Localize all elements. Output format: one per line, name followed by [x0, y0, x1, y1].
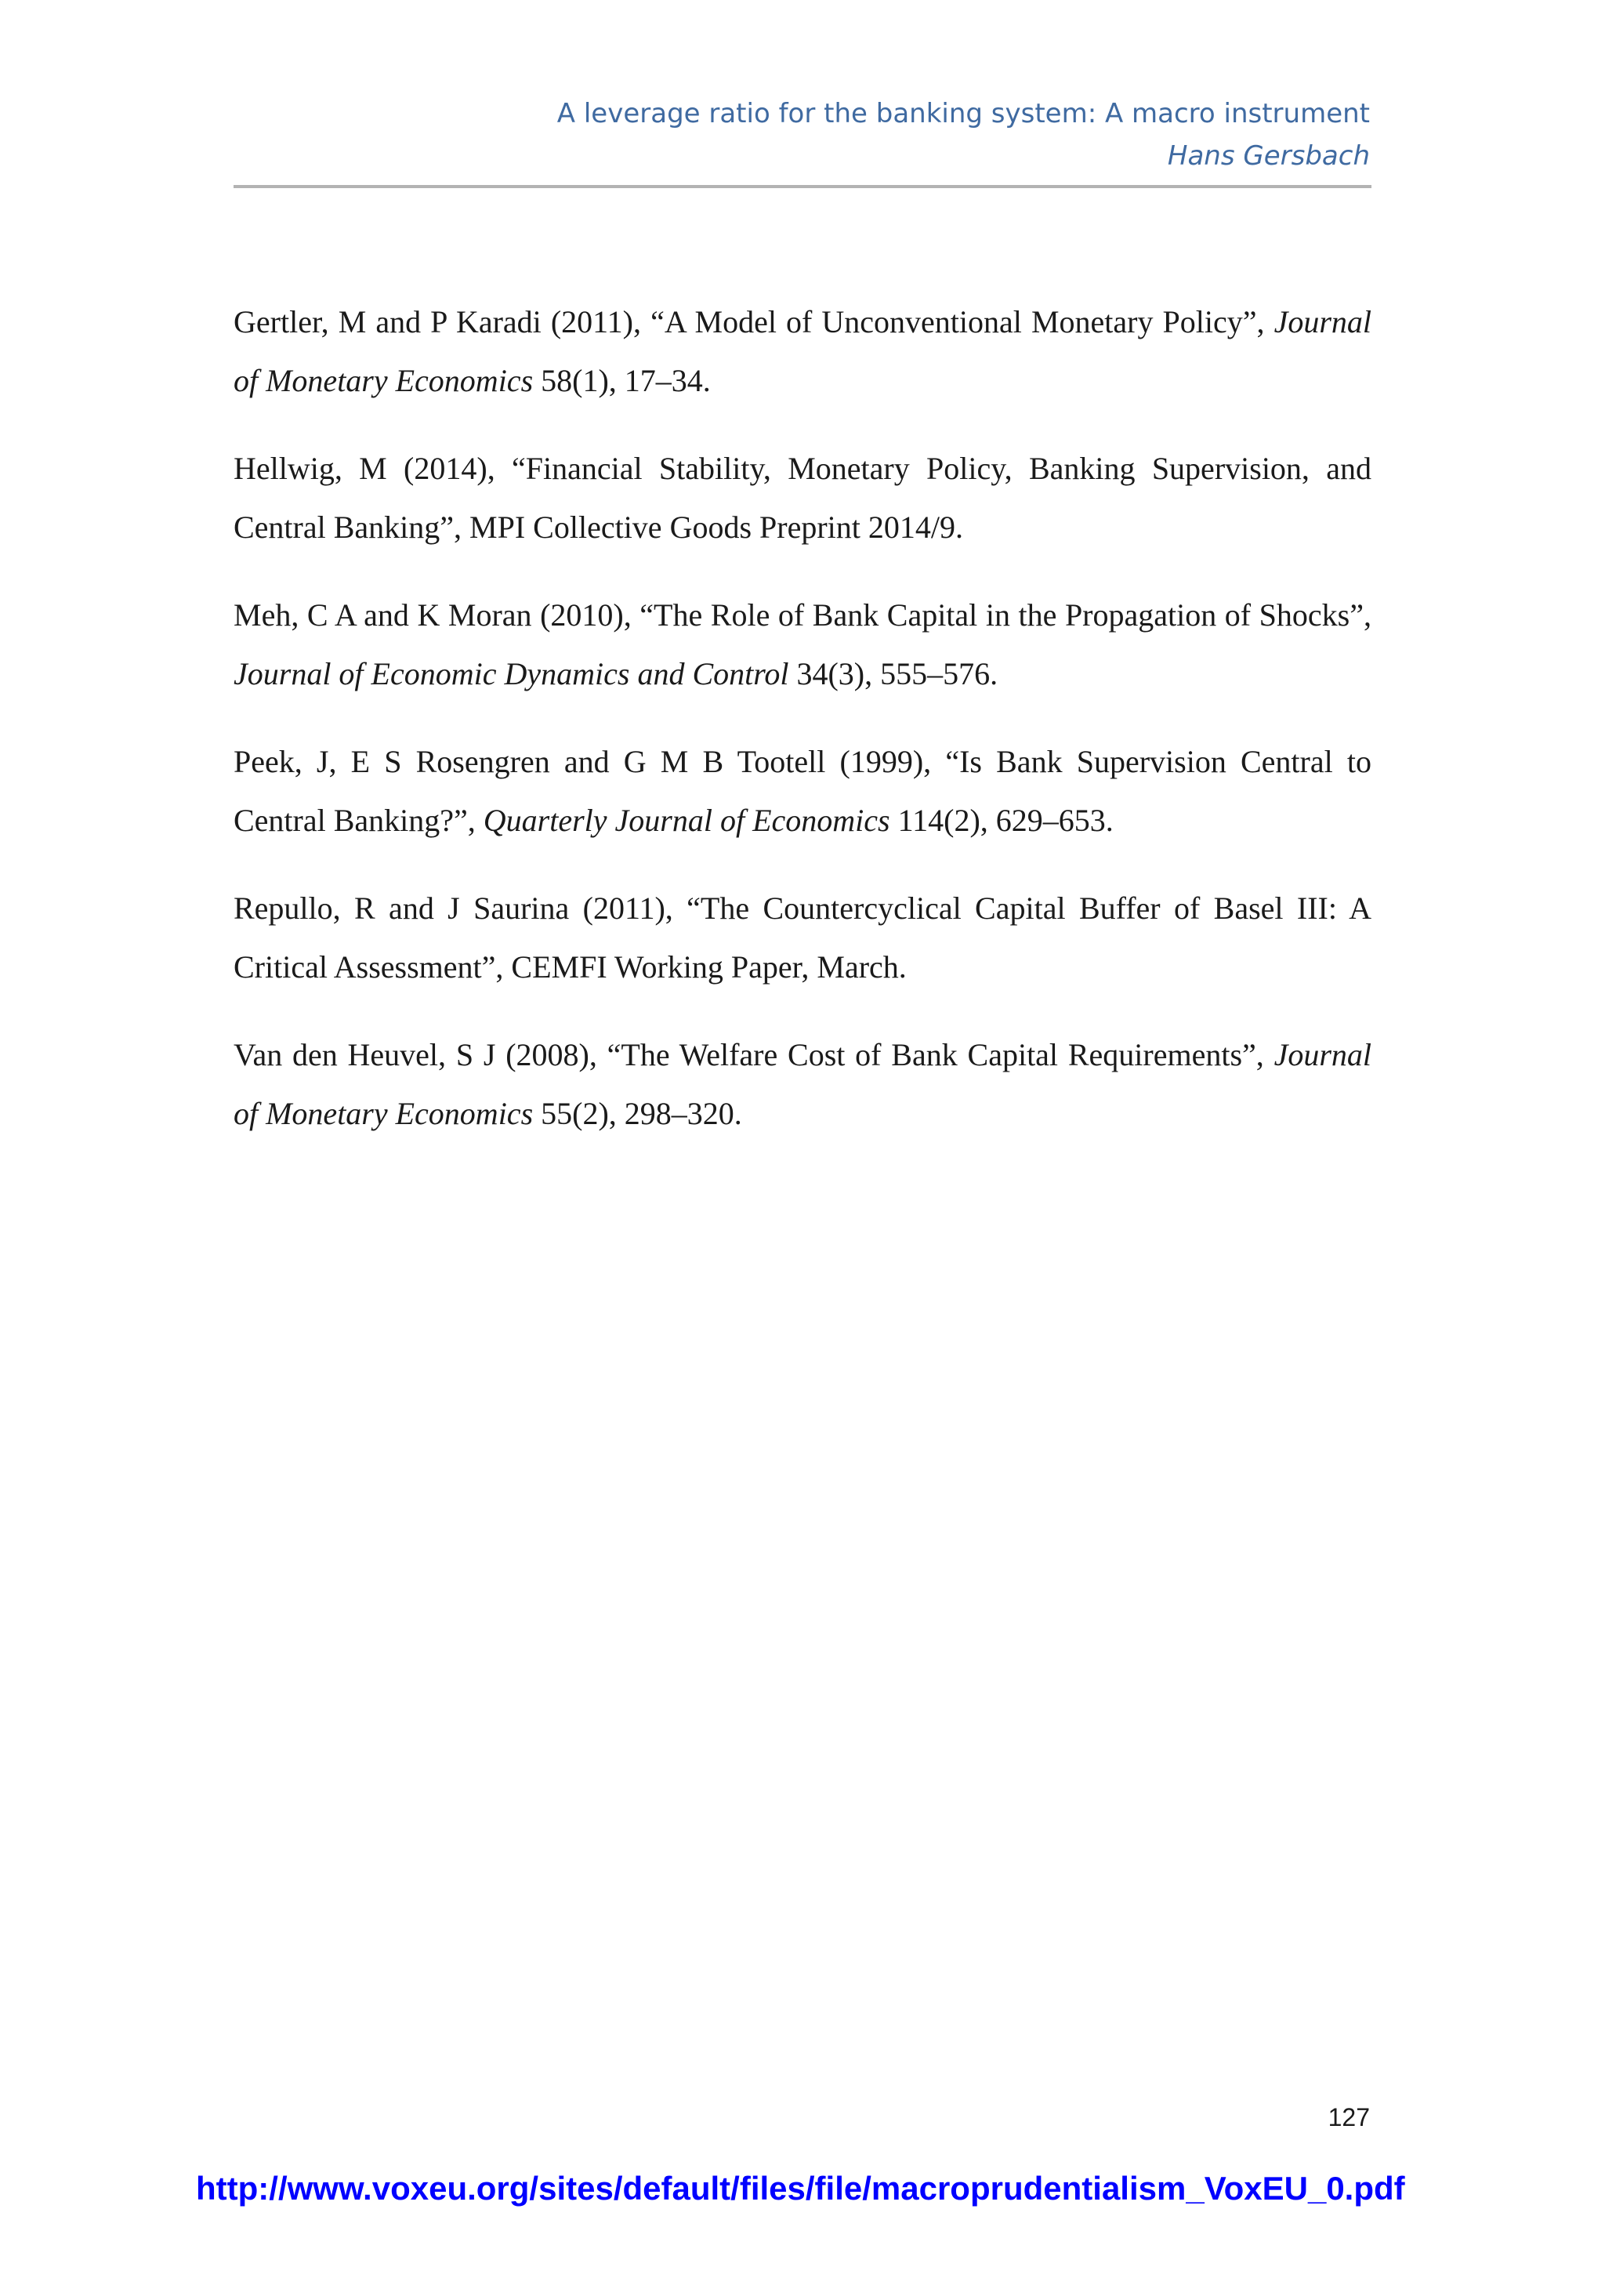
reference-text: Meh, C A and K Moran (2010), “The Role of Bank Capital in the Propagation of Shocks”,: [234, 597, 1371, 633]
reference-entry: [234, 732, 1371, 850]
reference-journal: Quarterly Journal of Economics: [483, 803, 890, 838]
reference-details: 34(3), 555–576.: [788, 656, 998, 691]
reference-text: Van den Heuvel, S J (2008), “The Welfare Cost of Bank Capital Requirements”,: [234, 1037, 1274, 1072]
reference-journal: Journal of Monetary Economics: [234, 304, 1371, 398]
reference-journal: Journal of Monetary Economics: [234, 1037, 1371, 1131]
reference-journal: Journal of Economic Dynamics and Control: [234, 656, 789, 691]
reference-entry: [234, 292, 1371, 410]
reference-text: Peek, J, E S Rosengren and G M B Tootell (1999), “Is Bank Supervision Central to Central Banking?”,: [234, 744, 1371, 838]
reference-text: Hellwig, M (2014), “Financial Stability, Monetary Policy, Banking Supervision, and Central Banking”, MPI Collective Goods Preprint 2014/9.: [234, 451, 1371, 545]
reference-text: Repullo, R and J Saurina (2011), “The Countercyclical Capital Buffer of Basel III: A Critical Assessment”, CEMFI Working Paper, March.: [234, 890, 1371, 985]
source-url-link[interactable]: http://www.voxeu.org/sites/default/files/file/macroprudentialism_VoxEU_0.pdf: [196, 2170, 1405, 2207]
running-header: [557, 92, 1370, 177]
reference-details: 58(1), 17–34.: [533, 363, 711, 398]
reference-entry: [234, 586, 1371, 703]
header-divider: [234, 185, 1371, 188]
reference-text: Gertler, M and P Karadi (2011), “A Model of Unconventional Monetary Policy”,: [234, 304, 1274, 339]
reference-entry: [234, 439, 1371, 557]
reference-details: 55(2), 298–320.: [533, 1096, 742, 1131]
reference-details: 114(2), 629–653.: [889, 803, 1114, 838]
page-number: 127: [1328, 2103, 1370, 2131]
reference-entry: [234, 1025, 1371, 1143]
reference-entry: [234, 879, 1371, 996]
reference-list: [234, 292, 1371, 1172]
header-author: Hans Gersbach: [1167, 140, 1370, 172]
header-title: A leverage ratio for the banking system: A macro instrument: [556, 98, 1370, 129]
